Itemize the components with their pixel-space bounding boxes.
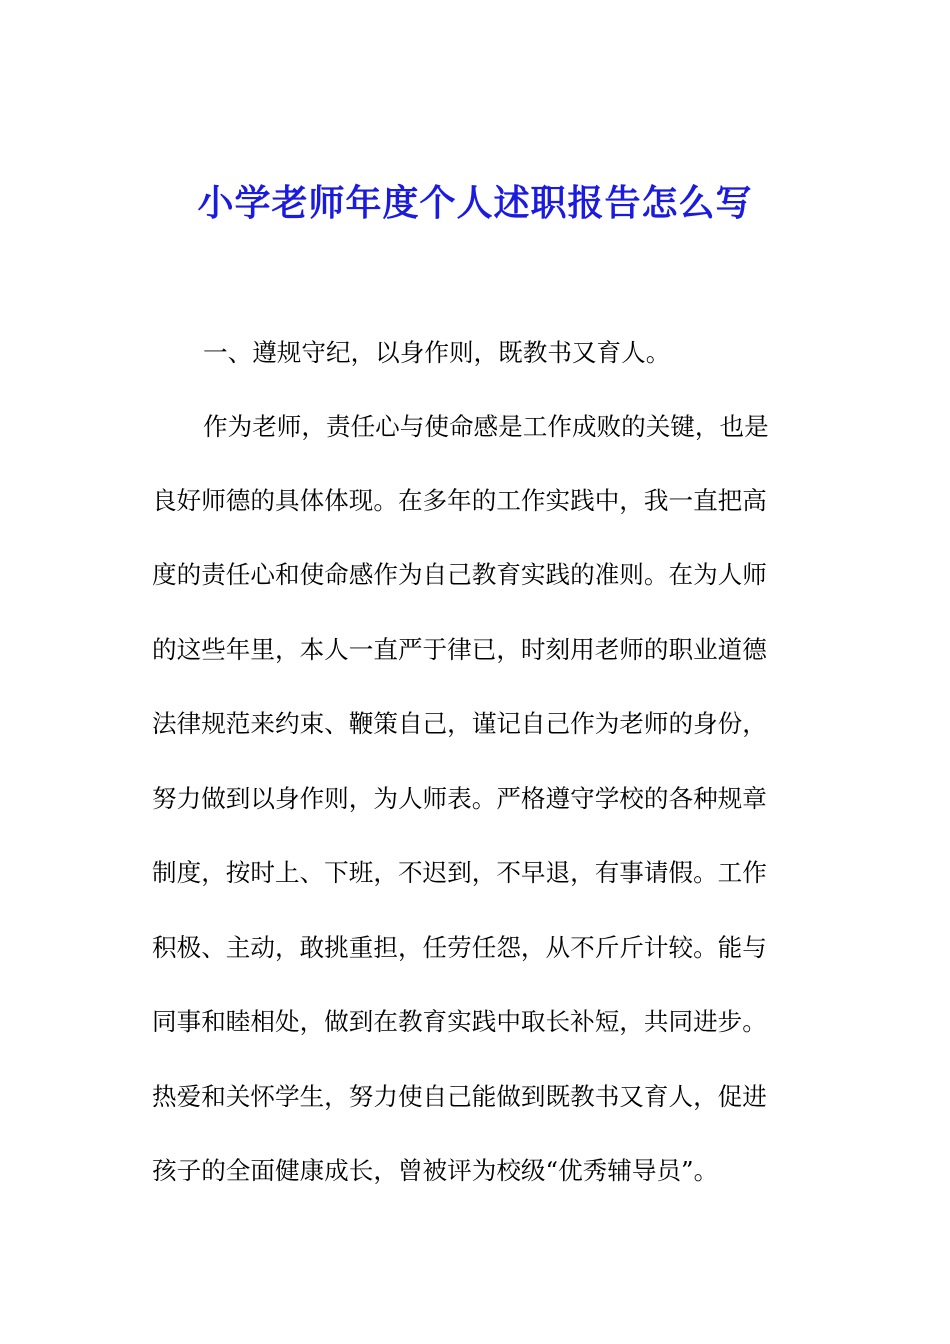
paragraph-line: 制度，按时上、下班，不迟到，不早退，有事请假。工作 [152,858,767,887]
paragraph-line: 度的责任心和使命感作为自己教育实践的准则。在为人师 [152,560,767,589]
paragraph-line: 热爱和关怀学生，努力使自己能做到既教书又育人，促进 [152,1082,767,1111]
paragraph-line: 良好师德的具体体现。在多年的工作实践中，我一直把高 [152,486,767,515]
section-heading: 一、遵规守纪，以身作则，既教书又育人。 [203,338,671,367]
paragraph-line: 孩子的全面健康成长，曾被评为校级“优秀辅导员”。 [152,1156,719,1185]
document-title: 小学老师年度个人述职报告怎么写 [197,182,753,224]
paragraph-line: 作为老师，责任心与使命感是工作成败的关键，也是 [203,412,769,441]
paragraph-line: 的这些年里，本人一直严于律已，时刻用老师的职业道德 [152,635,767,664]
paragraph-line: 积极、主动，敢挑重担，任劳任怨，从不斤斤计较。能与 [152,933,767,962]
paragraph-line: 努力做到以身作则，为人师表。严格遵守学校的各种规章 [152,784,767,813]
paragraph-line: 法律规范来约束、鞭策自己，谨记自己作为老师的身份， [152,709,767,738]
paragraph-line: 同事和睦相处，做到在教育实践中取长补短，共同进步。 [152,1007,767,1036]
